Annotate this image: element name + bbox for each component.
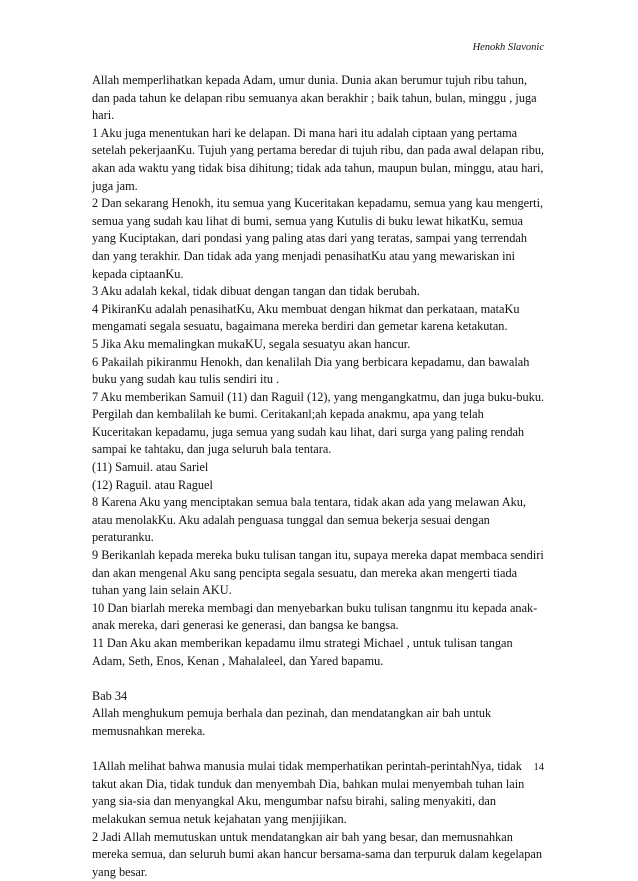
paragraph: 5 Jika Aku memalingkan mukaKU, segala sesuatyu akan hancur. bbox=[92, 336, 411, 351]
paragraph: 4 PikiranKu adalah penasihatKu, Aku membuat dengan hikmat dan perkataan, mataKu mengamati segala sesuatu, bagaimana mereka berdiri dan gemetar karena ketakutan. bbox=[92, 301, 520, 334]
paragraph: 3 Aku adalah kekal, tidak dibuat dengan tangan dan tidak berubah. bbox=[92, 284, 420, 299]
blank-line bbox=[92, 741, 545, 759]
paragraph: 2 Jadi Allah memutuskan untuk mendatangkan air bah yang besar, dan memusnahkan mereka semua, dan seluruh bumi akan hancur bersama-sama dan terpuruk dalam kegelapan yang besar. bbox=[92, 829, 543, 879]
paragraph: 6 Pakailah pikiranmu Henokh, dan kenalilah Dia yang berbicara kepadamu, dan bawalah buku yang sudah kau tulis sendiri itu . bbox=[92, 354, 530, 387]
running-header: Henokh Slavonic bbox=[472, 42, 544, 53]
paragraph: 1 Aku juga menentukan hari ke delapan. Di mana hari itu adalah ciptaan yang pertama setelah pekerjaanKu. Tujuh yang pertama beredar di tujuh ribu, dan pada awal delapan ribu, akan ada waktu yang tidak bisa dihitung; tidak ada tahun, maupun bulan, minggu, atau hari, juga jam. bbox=[92, 125, 545, 193]
body-text bbox=[92, 72, 545, 881]
footnote-line: (12) Raguil. atau Raguel bbox=[92, 477, 213, 492]
paragraph: 2 Dan sekarang Henokh, itu semua yang Kuceritakan kepadamu, semua yang kau mengerti, semua yang sudah kau lihat di bumi, semua yang Kutulis di buku lewat hikatKu, semua yang Kuciptakan, dari pondasi yang paling atas dari yang teratas, sampai yang terrendah dan yang terakhir. Dan tidak ada yang menjadi penasihatKu atau yang mewariskan ini kepada ciptaanKu. bbox=[92, 196, 544, 281]
page-number: 14 bbox=[533, 762, 544, 773]
paragraph: 10 Dan biarlah mereka membagi dan menyebarkan buku tulisan tangnmu itu kepada anak-anak mereka, dari generasi ke generasi, dan bangsa ke bangsa. bbox=[92, 600, 538, 633]
paragraph: 9 Berikanlah kepada mereka buku tulisan tangan itu, supaya mereka dapat membaca sendiri dan akan mengenal Aku sang pencipta segala sesuatu, dan mereka akan mengerti tiada tuhan yang lain selain AKU. bbox=[92, 548, 544, 598]
chapter-summary: Allah menghukum pemuja berhala dan pezinah, dan mendatangkan air bah untuk memusnahkan mereka. bbox=[92, 706, 492, 738]
paragraph: 8 Karena Aku yang menciptakan semua bala tentara, tidak akan ada yang melawan Aku, atau menolakKu. Aku adalah penguasa tunggal dan semua bekerja sesuai dengan peraturanku. bbox=[92, 495, 526, 545]
chapter-heading: Bab 34 bbox=[92, 688, 128, 703]
paragraph: 11 Dan Aku akan memberikan kepadamu ilmu strategi Michael , untuk tulisan tangan Adam, Seth, Enos, Kenan , Mahalaleel, dan Yared bapamu. bbox=[92, 636, 513, 668]
blank-line bbox=[92, 670, 545, 688]
paragraph: Allah memperlihatkan kepada Adam, umur dunia. Dunia akan berumur tujuh ribu tahun, dan pada tahun ke delapan ribu semuanya akan berakhir ; baik tahun, bulan, minggu , juga hari. bbox=[92, 73, 537, 123]
paragraph: 1Allah melihat bahwa manusia mulai tidak memperhatikan perintah-perintahNya, tidak takut akan Dia, tidak tunduk dan menyembah Dia, bahkan mulai menyembah tuhan lain yang sia-sia dan menyangkal Aku, mengumbar nafsu birahi, saling menyakiti, dan melakukan semua netuk kejahatan yang menjijikan. bbox=[92, 759, 525, 826]
footnote-line: (11) Samuil. atau Sariel bbox=[92, 460, 209, 475]
paragraph: 7 Aku memberikan Samuil (11) dan Raguil (12), yang mengangkatmu, dan juga buku-buku. Pergilah dan kembalilah ke bumi. Ceritakanl;ah kepada anakmu, apa yang telah Kuceritakan kepadamu, juga semua yang sudah kau lihat, dari surga yang paling rendah sampai ke tahtaku, dan juga seluruh bala tentara. bbox=[92, 389, 545, 457]
